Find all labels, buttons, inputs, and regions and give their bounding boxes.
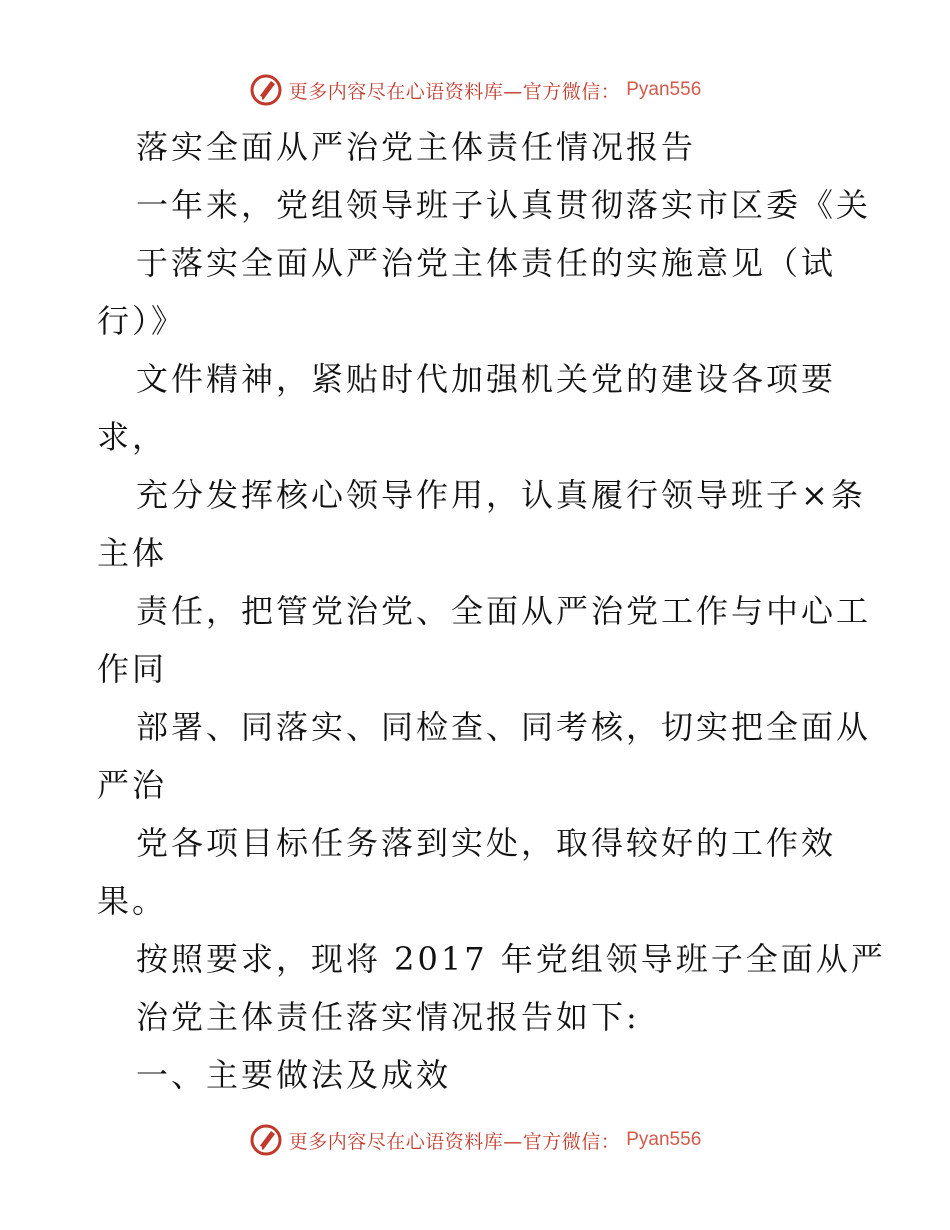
paragraph-line: 责任，把管党治党、全面从严治党工作与中心工 <box>136 592 872 630</box>
header-watermark <box>0 70 950 110</box>
watermark-wechat-id: Pyan556 <box>626 79 702 100</box>
paragraph-line: 于落实全面从严治党主体责任的实施意见（试 <box>136 244 837 282</box>
paragraph-line: 一年来，党组领导班子认真贯彻落实市区委《关 <box>136 186 872 224</box>
footer-watermark <box>0 1120 950 1160</box>
watermark-wechat-id: Pyan556 <box>626 1129 702 1150</box>
paragraph-line: 果。 <box>97 882 168 920</box>
watermark-text: 更多内容尽在心语资料库—官方微信： <box>288 80 621 103</box>
pen-logo-icon <box>249 1123 283 1157</box>
paragraph-line: 充分发挥核心领导作用，认真履行领导班子×条 <box>136 476 866 514</box>
paragraph-line: 治党主体责任落实情况报告如下: <box>136 998 640 1036</box>
pen-logo-icon <box>249 73 283 107</box>
watermark-text: 更多内容尽在心语资料库—官方微信： <box>288 1130 621 1153</box>
document-title: 落实全面从严治党主体责任情况报告 <box>136 128 697 166</box>
paragraph-line: 行）》 <box>97 302 187 340</box>
paragraph-line: 求， <box>97 418 168 456</box>
paragraph-line: 作同 <box>97 650 168 688</box>
paragraph-line: 党各项目标任务落到实处，取得较好的工作效 <box>136 824 837 862</box>
paragraph-line: 严治 <box>97 766 168 804</box>
paragraph-line: 按照要求，现将 2017 年党组领导班子全面从严 <box>136 940 886 978</box>
paragraph-line: 文件精神，紧贴时代加强机关党的建设各项要 <box>136 360 837 398</box>
paragraph-line: 主体 <box>97 534 168 572</box>
section-heading: 一、主要做法及成效 <box>136 1056 452 1094</box>
paragraph-line: 部署、同落实、同检查、同考核，切实把全面从 <box>136 708 872 746</box>
